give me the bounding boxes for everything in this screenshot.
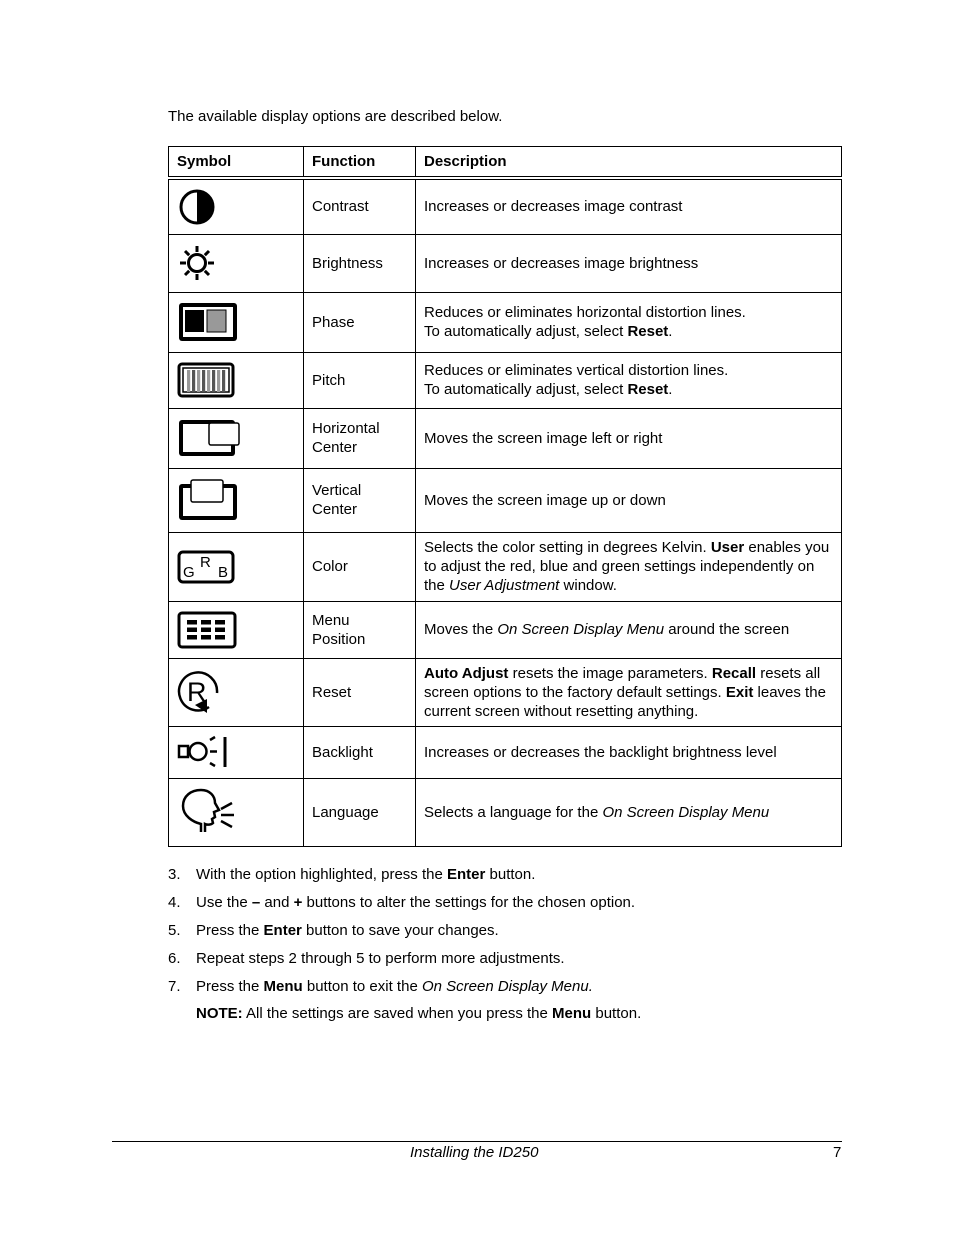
horizontal-center-icon [177,417,295,459]
symbol-cell [169,601,304,658]
language-icon [177,788,295,836]
function-name: Color [312,558,348,575]
step-segment: On Screen Display Menu. [421,978,593,995]
description-segment: Auto Adjust [424,664,509,682]
function-name: Pitch [312,371,346,389]
description-cell [416,292,842,352]
icon-letter: G [183,563,195,581]
function-cell [304,601,416,658]
note-segment: All the settings are saved when you press the [242,1005,553,1022]
description-cell [416,658,842,726]
table-header-row [169,147,842,179]
symbol-cell [169,778,304,846]
table-row [169,532,842,601]
step-item [168,977,635,1005]
description-segment: Reset [627,381,669,398]
function-name: Contrast [312,198,369,216]
table-row [169,352,842,408]
description-cell [416,468,842,532]
function-cell [304,408,416,468]
table-row [169,468,842,532]
function-cell [304,532,416,601]
color-icon [177,550,295,584]
step-segment: Press the [196,978,264,995]
header-description: Description [416,147,842,179]
step-text [196,922,499,939]
table-row [169,234,842,292]
icon-letter: R [187,677,207,707]
step-segment: – [251,894,261,911]
function-name: Vertical Center [312,482,362,518]
function-cell [304,726,416,778]
description-segment: To automatically adjust, select [424,323,628,340]
description-segment: . [668,323,673,340]
symbol-cell [169,292,304,352]
description-segment: Moves the screen image up or down [424,491,666,509]
description-segment: Moves the [424,621,498,638]
description-segment: Increases or decreases image contrast [424,198,683,216]
step-number: 4. [168,894,181,911]
page-number: 7 [833,1144,842,1161]
step-item [168,893,635,921]
table-row [169,292,842,352]
step-number: 6. [168,950,181,967]
description-segment: Increases or decreases the backlight brightness level [424,743,777,761]
symbol-cell [169,726,304,778]
description-segment: Recall [711,664,757,682]
description-cell [416,726,842,778]
description-segment: Reduces or eliminates vertical distortion lines. [424,362,729,379]
description-segment: . [668,381,673,398]
function-cell [304,468,416,532]
note-segment: NOTE: [196,1005,243,1022]
step-segment: button to exit the [302,978,422,995]
step-segment: and [260,894,294,911]
reset-icon [177,669,295,715]
description-cell [416,601,842,658]
footer-rule [112,1141,842,1142]
symbol-cell [169,658,304,726]
note-text [196,1005,641,1022]
intro-text: The available display options are described below. [168,108,503,125]
description-segment: Moves the screen image left or right [424,429,663,447]
header-function: Function [304,147,416,179]
function-name: Backlight [312,743,373,761]
step-text [196,978,593,995]
description-cell [416,178,842,234]
step-item [168,949,635,977]
step-item [168,865,635,893]
step-segment: Use the [196,894,252,911]
table-row [169,408,842,468]
phase-icon [177,301,295,343]
description-segment: window. [559,577,617,594]
step-segment: Press the [196,922,264,939]
description-segment: leaves the current screen without resetting anything. [424,683,826,720]
step-segment: Menu [263,978,303,995]
icon-letter: R [200,553,211,571]
symbol-cell [169,352,304,408]
description-segment: Reduces or eliminates horizontal distortion lines. [424,304,746,321]
step-number: 3. [168,866,181,883]
description-cell [416,234,842,292]
description-segment: resets the image parameters. [508,664,712,682]
step-segment: button to save your changes. [301,922,499,939]
description-segment: To automatically adjust, select [424,381,628,398]
description-segment: On Screen Display Menu [497,621,665,638]
table-row [169,778,842,846]
header-symbol: Symbol [169,147,304,179]
contrast-icon [177,187,295,227]
table-row [169,726,842,778]
function-cell [304,658,416,726]
table-row [169,658,842,726]
step-segment: buttons to alter the settings for the chosen option. [302,894,636,911]
backlight-icon [177,735,295,769]
step-segment: With the option highlighted, press the [196,866,447,883]
step-number: 7. [168,978,181,995]
description-segment: enables you to adjust the red, blue and green settings independently on the [424,539,830,594]
description-cell [416,352,842,408]
step-segment: Enter [263,922,302,939]
symbol-cell [169,408,304,468]
note-segment: button. [591,1005,642,1022]
description-segment: On Screen Display Menu [602,803,770,821]
function-name: Horizontal Center [312,420,380,456]
step-text [196,866,535,883]
note-segment: Menu [552,1005,592,1022]
display-options-table [168,146,842,847]
step-text [196,950,565,967]
description-segment: Selects a language for the [424,803,603,821]
menu-position-icon [177,611,295,649]
steps-list [168,865,635,1005]
description-cell [416,778,842,846]
description-segment: User Adjustment [449,577,560,594]
description-segment: User [710,539,745,556]
description-segment: Reset [627,323,669,340]
function-cell [304,178,416,234]
step-number: 5. [168,922,181,939]
brightness-icon [177,243,295,283]
description-segment: resets all screen options to the factory default settings. [424,664,821,701]
description-segment: Selects the color setting in degrees Kelvin. [424,539,711,556]
symbol-cell [169,468,304,532]
description-segment: Increases or decreases image brightness [424,254,699,272]
step-text [196,894,635,911]
pitch-icon [177,362,295,398]
description-segment: Exit [725,683,754,701]
function-name: Brightness [312,254,383,272]
step-item [168,921,635,949]
description-segment: around the screen [664,621,790,638]
table-row [169,601,842,658]
function-cell [304,292,416,352]
function-name: Phase [312,313,355,331]
description-cell [416,408,842,468]
vertical-center-icon [177,478,295,522]
function-name: Language [312,803,379,821]
symbol-cell [169,532,304,601]
icon-letter: B [218,563,229,581]
description-cell [416,532,842,601]
symbol-cell [169,234,304,292]
function-cell [304,234,416,292]
function-cell [304,778,416,846]
table-row [169,178,842,234]
step-segment: Enter [447,866,486,883]
step-segment: Repeat steps 2 through 5 to perform more adjustments. [196,950,565,967]
function-cell [304,352,416,408]
function-name: Menu Position [312,611,366,648]
step-segment: + [293,894,303,911]
function-name: Reset [312,683,352,701]
step-segment: button. [485,866,536,883]
symbol-cell [169,178,304,234]
footer-title: Installing the ID250 [410,1144,539,1161]
